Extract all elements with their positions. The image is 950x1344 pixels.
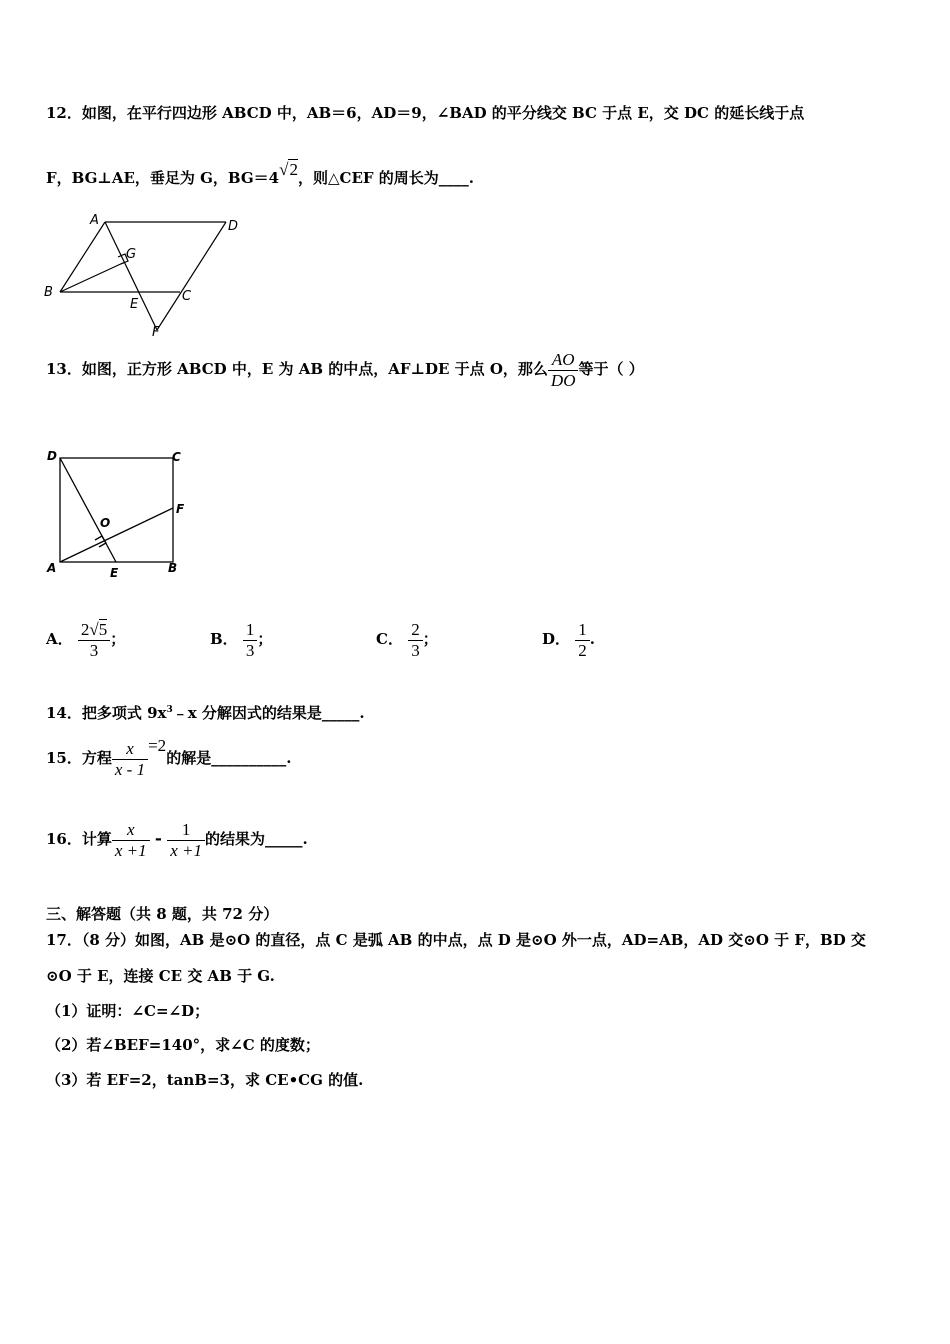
- q13-text-b: 等于（ ）: [578, 360, 644, 379]
- label-F: F: [152, 325, 160, 340]
- option-d-fraction: $\frac{1}{2}$: [575, 620, 590, 660]
- q12-line1: 12．如图，在平行四边形 ABCD 中，AB＝6，AD＝9，∠BAD 的平分线交 BC 于点 E，交 DC 的延长线于点: [46, 104, 805, 122]
- q12-figure: [40, 208, 250, 343]
- label-D: D: [228, 219, 239, 234]
- q13-figure: [40, 444, 200, 584]
- label-A: A: [47, 561, 57, 575]
- q15-fraction: $\frac{x}{x - 1}$: [112, 739, 148, 779]
- label-O: O: [100, 516, 111, 530]
- label-D: D: [47, 449, 57, 463]
- q17-line2: ⊙O 于 E，连接 CE 交 AB 于 G.: [46, 967, 275, 985]
- option-c-fraction: $\frac{2}{3}$: [408, 620, 423, 660]
- q13-fraction: $\frac{AO}{DO}$: [548, 350, 579, 390]
- q17-line1: 17．（8 分）如图，AB 是⊙O 的直径，点 C 是弧 AB 的中点，点 D 是⊙O 外一点，AD=AB，AD 交⊙O 于 F，BD 交: [46, 931, 866, 949]
- label-F: F: [176, 502, 185, 516]
- q12-line2-a: F，BG⊥AE，垂足为 G，BG＝4: [46, 169, 280, 187]
- q14-line: 14．把多项式 $9x^3﹣x$ 分解因式的结果是_____.: [46, 704, 365, 722]
- q13-text-a: 13．如图，正方形 ABCD 中，E 为 AB 的中点，AF⊥DE 于点 O，那么: [46, 360, 548, 379]
- option-b-fraction: $\frac{1}{3}$: [243, 620, 258, 660]
- q13-line: [46, 350, 644, 390]
- q16-fraction-1: $\frac{x}{x +1}$: [112, 820, 150, 860]
- q12-line2-b: ，则△CEF 的周长为____.: [297, 169, 474, 187]
- q16-fraction-2: $\frac{1}{x +1}$: [167, 820, 205, 860]
- option-c[interactable]: C． $\frac{2}{3}$ ；: [376, 620, 438, 660]
- q17-part2: （2）若∠BEF=140°，求∠C 的度数；: [46, 1036, 320, 1054]
- label-G: G: [126, 247, 137, 262]
- q16-line: 16．计算 $\frac{x}{x +1}$ - $\frac{1}{x +1}$ 的结果为_____.: [46, 820, 308, 860]
- q15-line: 15．方程 $\frac{x}{x - 1}$ =2的解是__________.: [46, 736, 292, 779]
- label-E: E: [130, 297, 139, 312]
- section-3-title: 三、解答题（共 8 题，共 72 分）: [46, 905, 279, 923]
- label-C: C: [182, 289, 192, 304]
- option-d[interactable]: D． $\frac{1}{2}$ .: [542, 620, 595, 660]
- option-a[interactable]: A． $\frac{2√5}{3}$ ；: [46, 620, 126, 660]
- label-E: E: [110, 566, 119, 580]
- q17-part3: （3）若 EF=2，tanB=3，求 CE•CG 的值.: [46, 1071, 364, 1089]
- sqrt-2: √2: [279, 160, 298, 179]
- option-a-fraction: $\frac{2√5}{3}$: [78, 620, 110, 660]
- label-C: C: [172, 450, 181, 464]
- q17-part1: （1）证明：∠C=∠D；: [46, 1002, 210, 1020]
- label-B: B: [168, 561, 178, 575]
- q12-line2: [46, 160, 474, 188]
- label-A: A: [90, 213, 99, 228]
- label-B: B: [44, 285, 53, 300]
- option-b[interactable]: B． $\frac{1}{3}$ ；: [210, 620, 273, 660]
